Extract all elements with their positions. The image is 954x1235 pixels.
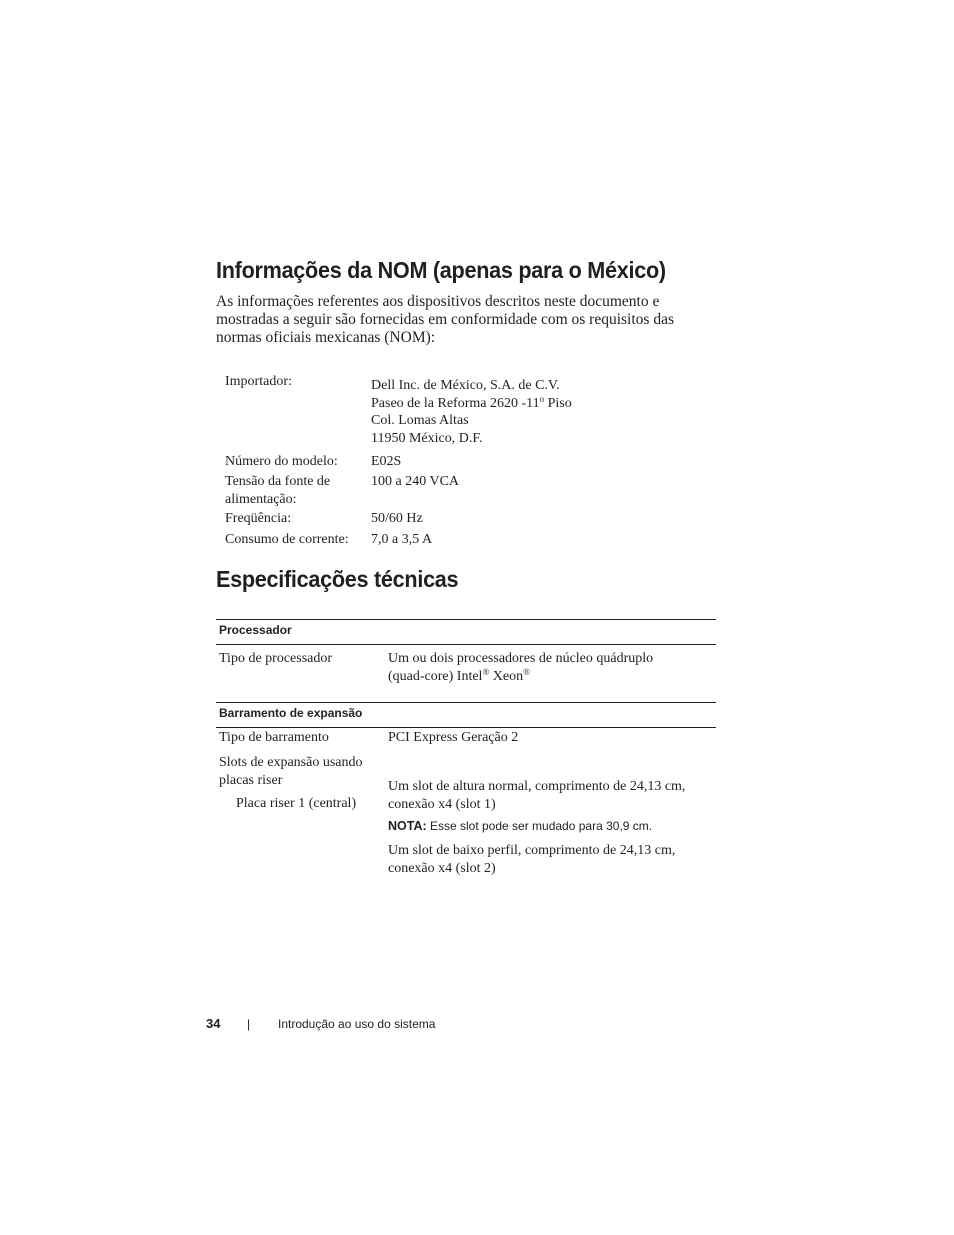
slot-1-note: NOTA: Esse slot pode ser mudado para 30,9 cm. <box>388 819 653 833</box>
frequency-label: Freqüência: <box>225 511 292 526</box>
processor-type-label: Tipo de processador <box>219 651 333 666</box>
table-rule <box>216 619 716 620</box>
importer-line-2: Paseo de la Reforma 2620 -11$^o$ Piso <box>371 393 572 411</box>
footer-title: Introdução ao uso do sistema <box>278 1017 436 1031</box>
specs-section-title: Especificações técnicas <box>216 566 459 592</box>
table-rule <box>216 727 716 728</box>
importer-line-3: Col. Lomas Altas <box>371 413 469 428</box>
voltage-value: 100 a 240 VCA <box>371 474 460 489</box>
slot-1-value: Um slot de altura normal, comprimento de 24,13 cm, conexão x4 (slot 1) <box>388 779 686 812</box>
current-value: 7,0 a 3,5 A <box>371 532 433 547</box>
model-value: E02S <box>371 454 402 469</box>
importer-label: Importador: <box>225 374 292 389</box>
bus-type-label: Tipo de barramento <box>219 730 329 745</box>
importer-address <box>371 377 572 447</box>
importer-line-4: 11950 México, D.F. <box>371 430 483 446</box>
frequency-value: 50/60 Hz <box>371 511 423 526</box>
processor-type-value: Um ou dois processadores de núcleo quádruplo (quad-core) Intel® Xeon® <box>388 651 654 684</box>
importer-line-1: Dell Inc. de México, S.A. de C.V. <box>371 378 560 393</box>
model-label: Número do modelo: <box>225 454 338 469</box>
bus-type-value: PCI Express Geração 2 <box>388 730 519 745</box>
slot-2-value: Um slot de baixo perfil, comprimento de 24,13 cm, conexão x4 (slot 2) <box>388 843 676 876</box>
expansion-slots-label: Slots de expansão usando placas riser <box>219 755 363 788</box>
table-rule <box>216 702 716 703</box>
nom-intro-paragraph: As informações referentes aos dispositivos descritos neste documento e mostradas a seguir são fornecidas em conformidade com os requisitos das normas oficiais mexicanas (NOM): <box>216 293 674 346</box>
expansion-header: Barramento de expansão <box>219 706 363 720</box>
riser-1-label: Placa riser 1 (central) <box>236 796 357 811</box>
current-label: Consumo de corrente: <box>225 532 349 547</box>
page-number: 34 <box>206 1016 221 1031</box>
voltage-label: Tensão da fonte de alimentação: <box>225 474 331 507</box>
footer-separator: | <box>247 1017 251 1031</box>
processor-header: Processador <box>219 623 292 637</box>
nom-section-title: Informações da NOM (apenas para o México) <box>216 257 666 283</box>
table-rule <box>216 644 716 645</box>
